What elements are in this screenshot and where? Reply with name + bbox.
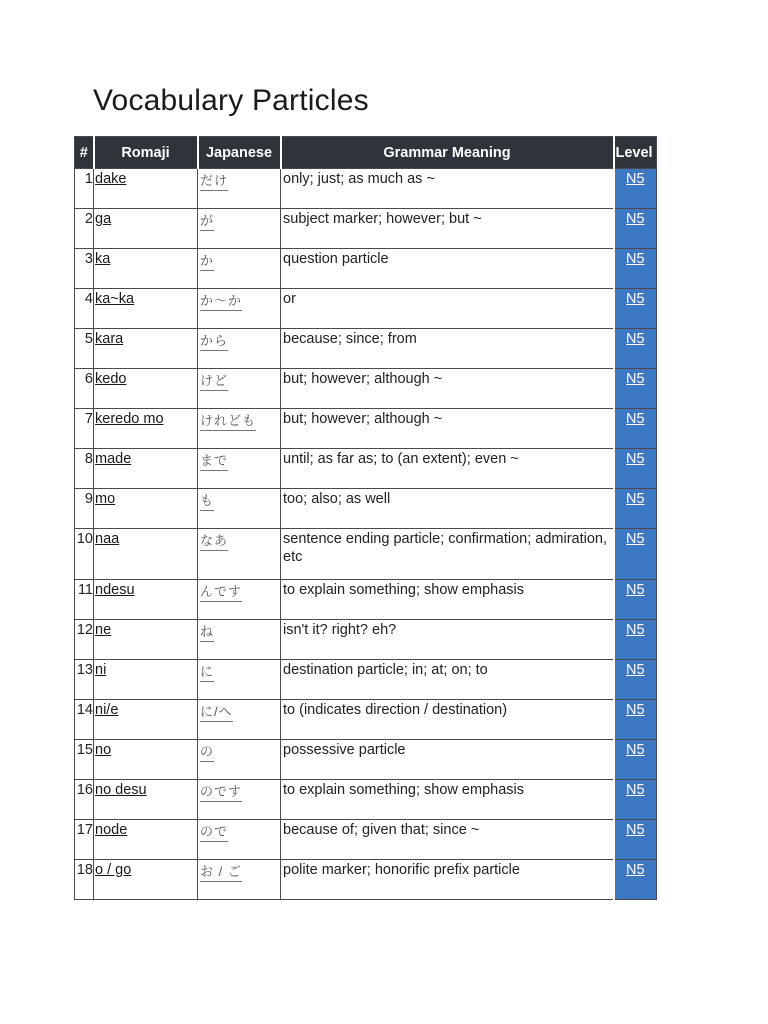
header-grammar-meaning: Grammar Meaning: [281, 137, 614, 169]
romaji-link[interactable]: mo: [95, 491, 116, 507]
row-number: 8: [75, 449, 94, 489]
romaji-cell: [94, 700, 198, 740]
level-cell: [614, 209, 657, 249]
grammar-meaning-cell: to explain something; show emphasis: [281, 580, 614, 620]
romaji-cell: [94, 329, 198, 369]
japanese-text: か～か: [200, 293, 242, 311]
romaji-cell: [94, 660, 198, 700]
vocabulary-table: [74, 136, 657, 900]
japanese-cell: [198, 740, 281, 780]
table-row: [75, 529, 657, 580]
japanese-text: に: [200, 664, 214, 682]
row-number: 4: [75, 289, 94, 329]
row-number: 17: [75, 820, 94, 860]
grammar-meaning-cell: only; just; as much as ~: [281, 169, 614, 209]
table-row: [75, 449, 657, 489]
level-link[interactable]: N5: [625, 251, 645, 267]
level-link[interactable]: N5: [625, 862, 645, 878]
romaji-cell: [94, 780, 198, 820]
romaji-cell: [94, 740, 198, 780]
romaji-link[interactable]: ndesu: [95, 582, 135, 598]
romaji-link[interactable]: o / go: [95, 862, 132, 878]
table-row: [75, 369, 657, 409]
level-link[interactable]: N5: [625, 291, 645, 307]
header-number: #: [75, 137, 94, 169]
japanese-cell: [198, 169, 281, 209]
level-cell: [614, 740, 657, 780]
japanese-text: けれども: [200, 413, 256, 431]
japanese-cell: [198, 369, 281, 409]
japanese-text: も: [200, 493, 214, 511]
level-link[interactable]: N5: [625, 531, 645, 547]
level-link[interactable]: N5: [625, 171, 645, 187]
japanese-cell: [198, 209, 281, 249]
table-row: [75, 700, 657, 740]
romaji-link[interactable]: no: [95, 742, 112, 758]
grammar-meaning-cell: or: [281, 289, 614, 329]
table-row: [75, 409, 657, 449]
japanese-cell: [198, 700, 281, 740]
romaji-cell: [94, 449, 198, 489]
grammar-meaning-cell: possessive particle: [281, 740, 614, 780]
japanese-text: から: [200, 333, 228, 351]
row-number: 12: [75, 620, 94, 660]
japanese-text: の: [200, 744, 214, 762]
header-romaji: Romaji: [94, 137, 198, 169]
level-cell: [614, 169, 657, 209]
level-link[interactable]: N5: [625, 411, 645, 427]
table-row: [75, 249, 657, 289]
level-cell: [614, 489, 657, 529]
japanese-text: が: [200, 213, 214, 231]
level-cell: [614, 780, 657, 820]
row-number: 2: [75, 209, 94, 249]
row-number: 1: [75, 169, 94, 209]
japanese-cell: [198, 620, 281, 660]
romaji-link[interactable]: no desu: [95, 782, 147, 798]
table-row: [75, 820, 657, 860]
grammar-meaning-cell: to explain something; show emphasis: [281, 780, 614, 820]
level-link[interactable]: N5: [625, 491, 645, 507]
romaji-cell: [94, 249, 198, 289]
level-cell: [614, 409, 657, 449]
romaji-link[interactable]: kara: [95, 331, 124, 347]
romaji-cell: [94, 580, 198, 620]
table-row: [75, 620, 657, 660]
romaji-cell: [94, 820, 198, 860]
romaji-cell: [94, 620, 198, 660]
japanese-text: けど: [200, 373, 228, 391]
japanese-text: んです: [200, 584, 242, 602]
level-cell: [614, 660, 657, 700]
japanese-cell: [198, 409, 281, 449]
level-link[interactable]: N5: [625, 822, 645, 838]
row-number: 16: [75, 780, 94, 820]
level-cell: [614, 620, 657, 660]
romaji-link[interactable]: ni: [95, 662, 107, 678]
grammar-meaning-cell: to (indicates direction / destination): [281, 700, 614, 740]
romaji-cell: [94, 529, 198, 580]
row-number: 18: [75, 860, 94, 900]
table-row: [75, 169, 657, 209]
table-row: [75, 209, 657, 249]
grammar-meaning-cell: because; since; from: [281, 329, 614, 369]
romaji-link[interactable]: dake: [95, 171, 127, 187]
level-link[interactable]: N5: [625, 702, 645, 718]
japanese-text: だけ: [200, 173, 228, 191]
row-number: 5: [75, 329, 94, 369]
romaji-cell: [94, 289, 198, 329]
japanese-text: ので: [200, 824, 228, 842]
level-link[interactable]: N5: [625, 451, 645, 467]
japanese-cell: [198, 529, 281, 580]
table-header-row: [75, 137, 657, 169]
japanese-text: まで: [200, 453, 228, 471]
romaji-cell: [94, 169, 198, 209]
row-number: 6: [75, 369, 94, 409]
row-number: 7: [75, 409, 94, 449]
japanese-text: のです: [200, 784, 242, 802]
table-row: [75, 289, 657, 329]
level-link[interactable]: N5: [625, 582, 645, 598]
japanese-cell: [198, 329, 281, 369]
grammar-meaning-cell: polite marker; honorific prefix particle: [281, 860, 614, 900]
romaji-cell: [94, 489, 198, 529]
grammar-meaning-cell: too; also; as well: [281, 489, 614, 529]
japanese-text: なあ: [200, 533, 228, 551]
level-cell: [614, 860, 657, 900]
table-row: [75, 780, 657, 820]
table-row: [75, 329, 657, 369]
grammar-meaning-cell: because of; given that; since ~: [281, 820, 614, 860]
romaji-cell: [94, 409, 198, 449]
table-row: [75, 489, 657, 529]
romaji-cell: [94, 369, 198, 409]
romaji-link[interactable]: ga: [95, 211, 112, 227]
romaji-link[interactable]: naa: [95, 531, 120, 547]
level-link[interactable]: N5: [625, 782, 645, 798]
grammar-meaning-cell: subject marker; however; but ~: [281, 209, 614, 249]
romaji-link[interactable]: ne: [95, 622, 112, 638]
romaji-link[interactable]: ni/e: [95, 702, 119, 718]
level-cell: [614, 289, 657, 329]
level-link[interactable]: N5: [625, 371, 645, 387]
row-number: 14: [75, 700, 94, 740]
japanese-text: に/へ: [200, 704, 233, 722]
japanese-cell: [198, 449, 281, 489]
header-level: Level: [614, 137, 657, 169]
level-cell: [614, 249, 657, 289]
table-row: [75, 740, 657, 780]
romaji-link[interactable]: ka: [95, 251, 111, 267]
level-cell: [614, 529, 657, 580]
grammar-meaning-cell: question particle: [281, 249, 614, 289]
table-row: [75, 580, 657, 620]
level-cell: [614, 820, 657, 860]
row-number: 3: [75, 249, 94, 289]
grammar-meaning-cell: but; however; although ~: [281, 409, 614, 449]
japanese-text: お / ご: [200, 864, 242, 882]
row-number: 9: [75, 489, 94, 529]
table-row: [75, 660, 657, 700]
grammar-meaning-cell: destination particle; in; at; on; to: [281, 660, 614, 700]
romaji-cell: [94, 209, 198, 249]
level-link[interactable]: N5: [625, 211, 645, 227]
romaji-link[interactable]: ka~ka: [95, 291, 135, 307]
japanese-cell: [198, 820, 281, 860]
romaji-link[interactable]: keredo mo: [95, 411, 164, 427]
level-cell: [614, 580, 657, 620]
japanese-cell: [198, 289, 281, 329]
level-link[interactable]: N5: [625, 622, 645, 638]
grammar-meaning-cell: isn't it? right? eh?: [281, 620, 614, 660]
grammar-meaning-cell: until; as far as; to (an extent); even ~: [281, 449, 614, 489]
romaji-link[interactable]: made: [95, 451, 132, 467]
japanese-cell: [198, 780, 281, 820]
romaji-cell: [94, 860, 198, 900]
table-row: [75, 860, 657, 900]
row-number: 11: [75, 580, 94, 620]
level-link[interactable]: N5: [625, 662, 645, 678]
romaji-link[interactable]: node: [95, 822, 128, 838]
japanese-text: ね: [200, 624, 214, 642]
japanese-cell: [198, 660, 281, 700]
level-cell: [614, 329, 657, 369]
japanese-cell: [198, 489, 281, 529]
level-cell: [614, 369, 657, 409]
grammar-meaning-cell: but; however; although ~: [281, 369, 614, 409]
japanese-text: か: [200, 253, 214, 271]
japanese-cell: [198, 580, 281, 620]
grammar-meaning-cell: sentence ending particle; confirmation; admiration, etc: [281, 529, 614, 580]
header-japanese: Japanese: [198, 137, 281, 169]
japanese-cell: [198, 860, 281, 900]
level-link[interactable]: N5: [625, 331, 645, 347]
romaji-link[interactable]: kedo: [95, 371, 127, 387]
japanese-cell: [198, 249, 281, 289]
page-title: Vocabulary Particles: [93, 84, 369, 117]
level-cell: [614, 449, 657, 489]
level-cell: [614, 700, 657, 740]
row-number: 10: [75, 529, 94, 580]
row-number: 13: [75, 660, 94, 700]
level-link[interactable]: N5: [625, 742, 645, 758]
row-number: 15: [75, 740, 94, 780]
table-body: [75, 169, 657, 900]
